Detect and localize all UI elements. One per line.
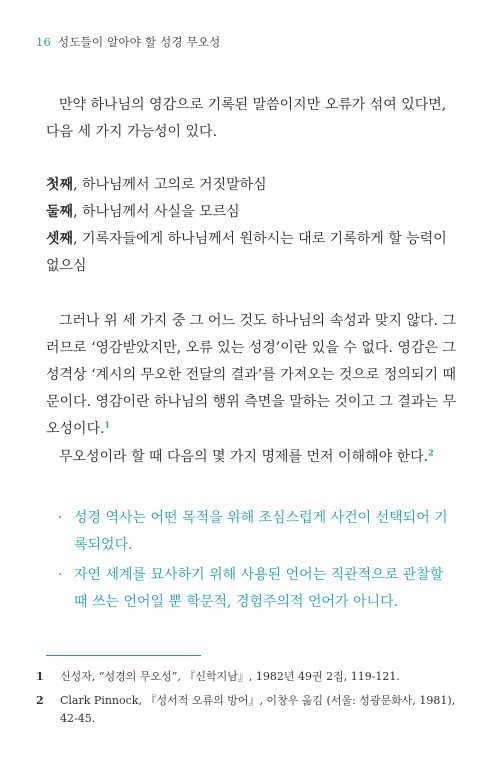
footnote-marker-2[interactable]: 2	[428, 447, 434, 458]
running-title: 성도들이 알아야 할 성경 무오성	[58, 35, 221, 49]
possibility-ordinal: 첫째	[46, 177, 74, 193]
possibility-item	[46, 172, 456, 199]
possibility-text: , 기록자들에게 하나님께서 원하시는 대로 기록하게 할 능력이 없으심	[46, 231, 447, 274]
running-header	[36, 34, 221, 50]
body-paragraph-text: 그러나 위 세 가지 중 그 어느 것도 하나님의 속성과 맞지 않다. 그러므로 ‘영감받았지만, 오류 있는 성경’이란 있을 수 없다. 영감은 그 성격상 ‘계시의 무오한 전달의 결과’를 가져오는 것으로 정의되기 때문이다. 영감이란 하나님의 행위 측면을 말하는 것이고 그 결과는 무오성이다.	[46, 313, 456, 437]
possibility-item	[46, 199, 456, 226]
bullet-icon: ·	[58, 510, 63, 526]
proposition-item	[58, 505, 456, 559]
possibility-text: , 하나님께서 사실을 모르심	[73, 204, 240, 220]
footnote-marker-1[interactable]: 1	[104, 419, 111, 430]
possibility-item	[46, 226, 456, 280]
proposition-list	[58, 505, 456, 619]
possibility-text: , 하나님께서 고의로 거짓말하심	[73, 177, 267, 193]
proposition-item	[58, 562, 456, 616]
footnote-text: 신성자, “성경의 무오성”, 『신학지남』, 1982년 49권 2집, 119-121.	[60, 670, 400, 683]
footnote-text: Clark Pinnock, 『성서적 오류의 방어』, 이창우 옮김 (서울: 성광문화사, 1981), 42-45.	[60, 694, 456, 725]
intro-paragraph: 만약 하나님의 영감으로 기록된 말씀이지만 오류가 섞여 있다면, 다음 세 가지 가능성이 있다.	[46, 97, 447, 140]
footnote-item	[36, 668, 456, 686]
footnote-list	[36, 668, 456, 734]
possibility-ordinal: 둘째	[46, 204, 74, 220]
bullet-icon: ·	[58, 567, 63, 583]
proposition-text: 자연 세계를 묘사하기 위해 사용된 언어는 직관적으로 관찰할 때 쓰는 언어일 뿐 학문적, 경험주의적 언어가 아니다.	[74, 567, 444, 610]
possibility-list	[46, 172, 456, 280]
footnote-number: 1	[36, 670, 44, 683]
body-paragraph	[46, 308, 456, 443]
propositions-intro-text: 무오성이라 할 때 다음의 몇 가지 명제를 먼저 이해해야 한다.	[59, 449, 429, 465]
footnote-divider	[46, 655, 201, 656]
proposition-text: 성경 역사는 어떤 목적을 위해 조심스럽게 사건이 선택되어 기록되었다.	[74, 510, 448, 553]
propositions-intro	[46, 444, 456, 471]
page-number: 16	[36, 35, 52, 49]
footnote-item	[36, 692, 456, 728]
possibility-ordinal: 셋째	[46, 231, 74, 247]
footnote-number: 2	[36, 694, 44, 707]
